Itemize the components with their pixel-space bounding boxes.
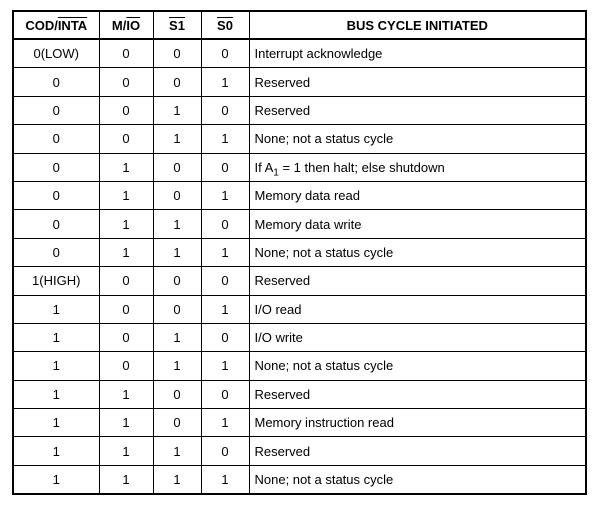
cell-s1: 1: [153, 238, 201, 266]
table-row: [13, 153, 586, 181]
cell-s0: 0: [201, 153, 249, 181]
cell-s1: 0: [153, 409, 201, 437]
cell-m-io: 0: [99, 39, 153, 68]
table-row: [13, 380, 586, 408]
cell-m-io: 0: [99, 267, 153, 295]
cell-m-io: 1: [99, 181, 153, 209]
cell-bus-cycle: Reserved: [249, 68, 586, 96]
cell-m-io: 1: [99, 210, 153, 238]
table-row: [13, 323, 586, 351]
table-row: [13, 465, 586, 494]
cell-cod-inta: 1: [13, 352, 99, 380]
cell-s0: 1: [201, 409, 249, 437]
cell-m-io: 0: [99, 68, 153, 96]
cell-s0: 0: [201, 323, 249, 351]
cell-s0: 1: [201, 465, 249, 494]
cell-m-io: 0: [99, 323, 153, 351]
table-row: [13, 68, 586, 96]
table-row: [13, 210, 586, 238]
table-row: [13, 96, 586, 124]
cell-s0: 1: [201, 181, 249, 209]
cell-cod-inta: 0: [13, 125, 99, 153]
cell-bus-cycle: Interrupt acknowledge: [249, 39, 586, 68]
table-row: [13, 352, 586, 380]
cell-cod-inta: 1: [13, 380, 99, 408]
header-s1-overbar: S1: [169, 17, 185, 33]
header-bus-cycle: BUS CYCLE INITIATED: [249, 11, 586, 39]
cell-s0: 0: [201, 380, 249, 408]
cell-s0: 1: [201, 295, 249, 323]
cell-s1: 1: [153, 323, 201, 351]
cell-s0: 1: [201, 352, 249, 380]
cell-s0: 1: [201, 68, 249, 96]
cycle-text-rest: = 1 then halt; else shutdown: [278, 159, 445, 175]
cell-bus-cycle: Memory instruction read: [249, 409, 586, 437]
cell-bus-cycle: None; not a status cycle: [249, 238, 586, 266]
cell-cod-inta: 1: [13, 437, 99, 465]
cell-bus-cycle: Reserved: [249, 96, 586, 124]
cell-bus-cycle: None; not a status cycle: [249, 125, 586, 153]
table-row: [13, 295, 586, 323]
cell-s0: 1: [201, 238, 249, 266]
header-inta-overbar: INTA: [57, 17, 88, 33]
cell-cod-inta: 0: [13, 153, 99, 181]
cell-s0: 0: [201, 267, 249, 295]
cell-s1: 1: [153, 210, 201, 238]
table-row: [13, 238, 586, 266]
cell-bus-cycle: None; not a status cycle: [249, 352, 586, 380]
cell-s0: 0: [201, 210, 249, 238]
header-row: [13, 11, 586, 39]
header-m-io: [99, 11, 153, 39]
cell-bus-cycle: I/O read: [249, 295, 586, 323]
cell-bus-cycle: None; not a status cycle: [249, 465, 586, 494]
cell-s1: 0: [153, 295, 201, 323]
table-row: [13, 39, 586, 68]
header-s1: [153, 11, 201, 39]
cell-cod-inta: 1: [13, 465, 99, 494]
cell-s1: 0: [153, 39, 201, 68]
cell-cod-inta: 0(LOW): [13, 39, 99, 68]
cell-m-io: 0: [99, 125, 153, 153]
cell-cod-inta: 1(HIGH): [13, 267, 99, 295]
cell-m-io: 1: [99, 437, 153, 465]
cell-s1: 0: [153, 267, 201, 295]
cell-cod-inta: 1: [13, 295, 99, 323]
cell-m-io: 0: [99, 352, 153, 380]
cell-m-io: 1: [99, 465, 153, 494]
table-body: [13, 39, 586, 494]
header-m-prefix: M/: [111, 17, 127, 33]
cycle-text: If A: [254, 159, 274, 175]
cell-m-io: 1: [99, 238, 153, 266]
cell-s0: 0: [201, 96, 249, 124]
header-cod-inta: [13, 11, 99, 39]
cell-s1: 1: [153, 465, 201, 494]
cell-bus-cycle: I/O write: [249, 323, 586, 351]
cell-s1: 1: [153, 125, 201, 153]
cell-cod-inta: 0: [13, 68, 99, 96]
cell-bus-cycle: Memory data write: [249, 210, 586, 238]
cell-s1: 0: [153, 181, 201, 209]
cell-m-io: 0: [99, 96, 153, 124]
cell-s1: 0: [153, 68, 201, 96]
cell-m-io: 1: [99, 409, 153, 437]
cell-cod-inta: 0: [13, 210, 99, 238]
cell-cod-inta: 0: [13, 96, 99, 124]
cell-bus-cycle: Reserved: [249, 267, 586, 295]
header-s0-overbar: S0: [217, 17, 233, 33]
header-cod-prefix: COD/: [25, 17, 58, 33]
cell-s0: 0: [201, 437, 249, 465]
cell-s0: 0: [201, 39, 249, 68]
cell-m-io: 1: [99, 153, 153, 181]
table-row: [13, 267, 586, 295]
header-s0: [201, 11, 249, 39]
header-io-overbar: $\overline{IO}$: [126, 17, 141, 33]
bus-cycle-table: [12, 10, 587, 495]
cell-s0: 1: [201, 125, 249, 153]
cell-s1: 1: [153, 437, 201, 465]
cell-s1: 0: [153, 153, 201, 181]
cell-s1: 1: [153, 352, 201, 380]
cell-cod-inta: 1: [13, 409, 99, 437]
cell-s1: 1: [153, 96, 201, 124]
table-row: [13, 437, 586, 465]
cycle-subscript: 1: [273, 167, 279, 179]
table-row: [13, 125, 586, 153]
table-row: [13, 409, 586, 437]
cell-cod-inta: 0: [13, 238, 99, 266]
cell-cod-inta: 1: [13, 323, 99, 351]
cell-m-io: 0: [99, 295, 153, 323]
cell-bus-cycle: [249, 153, 586, 181]
cell-bus-cycle: Reserved: [249, 437, 586, 465]
cell-s1: 0: [153, 380, 201, 408]
cell-bus-cycle: Reserved: [249, 380, 586, 408]
table-header: [13, 11, 586, 39]
table-row: [13, 181, 586, 209]
cell-bus-cycle: Memory data read: [249, 181, 586, 209]
cell-m-io: 1: [99, 380, 153, 408]
cell-cod-inta: 0: [13, 181, 99, 209]
